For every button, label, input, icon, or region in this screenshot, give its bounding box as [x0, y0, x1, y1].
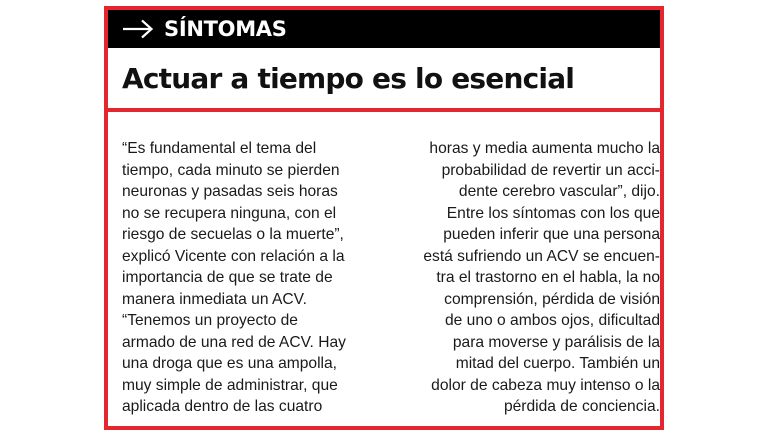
headline: Actuar a tiempo es lo esencial [122, 62, 575, 95]
body-line: para moverse y parálisis de la [452, 333, 660, 351]
article-box [104, 6, 664, 430]
body-line: probabilidad de revertir un acci- [441, 161, 660, 179]
body-line: dolor de cabeza muy intenso o la [431, 376, 660, 394]
section-header-bar [108, 10, 660, 48]
body-line: una droga que es una ampolla, [122, 355, 338, 372]
body-column-right [398, 138, 660, 418]
body-line: aplicada dentro de las cuatro [122, 398, 323, 415]
arrow-right-icon [122, 19, 154, 39]
body-line: explicó Vicente con relación a la [122, 247, 345, 265]
body-line: neuronas y pasadas seis horas [122, 183, 338, 200]
body-line: dente cerebro vascular”, dijo. [458, 183, 660, 200]
body-line: mitad del cuerpo. También un [455, 355, 660, 372]
body-line: horas y media aumenta mucho la [429, 140, 660, 157]
body-line: de uno o ambos ojos, dificultad [445, 312, 660, 329]
body-line: armado de una red de ACV. Hay [122, 333, 346, 351]
body-line: Entre los síntomas con los que [446, 204, 660, 222]
body-line: “Es fundamental el tema del [122, 140, 317, 157]
section-label: SÍNTOMAS [164, 17, 287, 41]
body-line: “Tenemos un proyecto de [122, 312, 298, 329]
body-line: comprensión, pérdida de visión [444, 290, 660, 308]
headline-divider [108, 108, 660, 112]
body-line: muy simple de administrar, que [122, 376, 338, 394]
body-line: está sufriendo un ACV se encuen- [423, 247, 660, 265]
body-line: importancia de que se trate de [122, 269, 333, 286]
body-line: pueden inferir que una persona [443, 226, 660, 243]
body-line: riesgo de secuelas o la muerte”, [122, 226, 344, 243]
body-line: tra el trastorno en el habla, la no [436, 269, 660, 286]
body-line: tiempo, cada minuto se pierden [122, 161, 340, 179]
body-column-left [122, 138, 346, 418]
body-line: manera inmediata un ACV. [122, 290, 307, 308]
body-line: no se recupera ninguna, con el [122, 204, 337, 222]
body-line: pérdida de conciencia. [503, 398, 660, 415]
